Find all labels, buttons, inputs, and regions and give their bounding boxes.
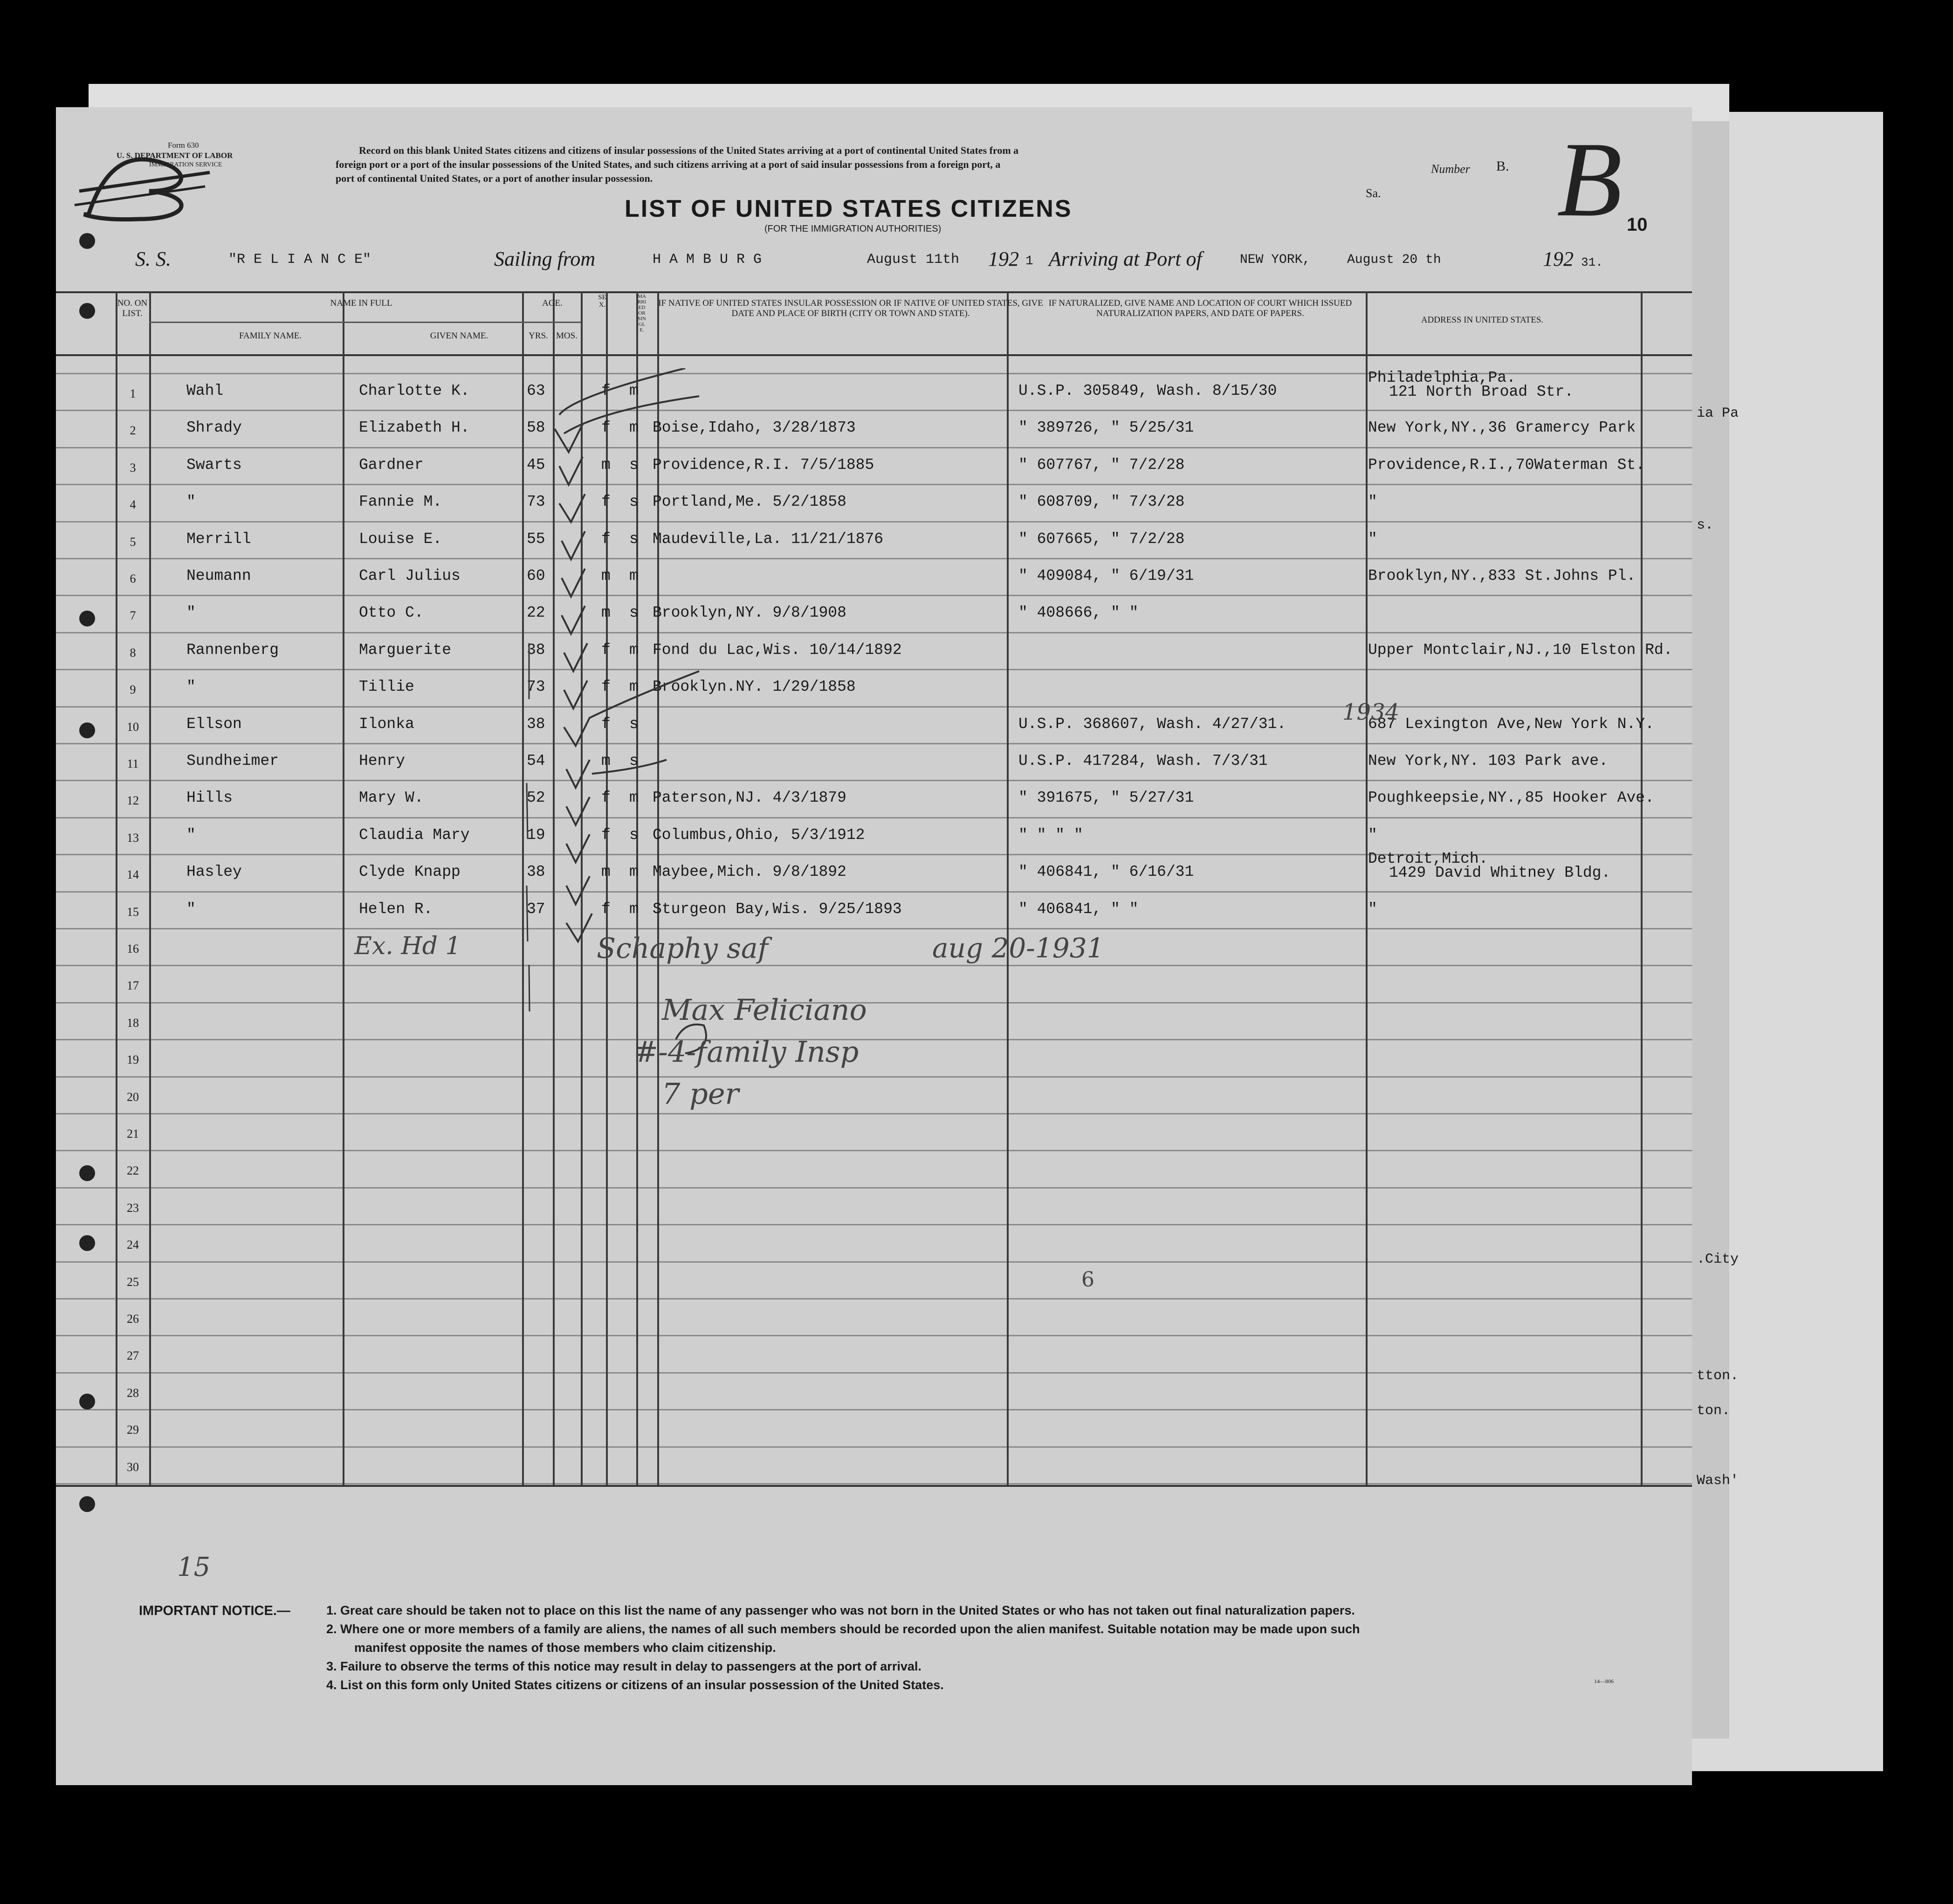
age-years: 45 (527, 456, 545, 474)
arriving-label: Arriving at Port of (1049, 247, 1202, 270)
handwritten-signature: Schaphy saf (597, 932, 768, 965)
address: " (1368, 900, 1377, 918)
naturalization: " 389726, " 5/25/31 (1018, 419, 1194, 437)
sex: f (601, 789, 611, 807)
age-years: 58 (527, 419, 545, 437)
page-title: LIST OF UNITED STATES CITIZENS (625, 195, 1073, 222)
row-number: 20 (127, 1090, 139, 1104)
header-subrule (149, 322, 581, 323)
ss-label: S. S. (135, 247, 171, 270)
arrival-port: NEW YORK, (1240, 253, 1311, 267)
table-rule (56, 354, 1692, 356)
naturalization: " 406841, " " (1018, 900, 1139, 918)
table-rule (56, 1485, 1692, 1487)
naturalization: " 408666, " " (1018, 604, 1139, 622)
sex: f (601, 419, 611, 437)
naturalization: U.S.P. 368607, Wash. 4/27/31. (1018, 715, 1286, 733)
table-rule (56, 1409, 1692, 1410)
handwritten-note-2: 7 per (662, 1077, 739, 1111)
family-name: Sundheimer (186, 752, 279, 770)
row-number: 7 (130, 609, 136, 623)
sex: f (601, 900, 611, 918)
age-years: 38 (527, 715, 545, 733)
row-number: 22 (127, 1164, 139, 1178)
row-number: 6 (130, 572, 136, 585)
punch-hole (79, 303, 95, 319)
marital-status: s (629, 530, 639, 548)
row-number: 27 (127, 1349, 139, 1363)
col-header-yrs: YRS. (529, 331, 548, 341)
col-header-given-name: GIVEN NAME. (430, 331, 488, 341)
family-name: Neumann (186, 567, 251, 584)
col-header-naturalized: IF NATURALIZED, GIVE NAME AND LOCATION OF COURT WHICH ISSUED NATURALIZATION PAPERS, AND DATE OF PAPERS. (1048, 298, 1352, 318)
punch-hole (79, 233, 95, 249)
address-line-2: 121 North Broad Str. (1389, 383, 1574, 400)
col-header-mos: MOS. (556, 331, 578, 341)
punch-hole (79, 611, 95, 626)
table-rule (56, 1335, 1692, 1336)
notice-item: 2. Where one or more members of a family are aliens, the names of all such members should be recorded upon the alien manifest. Suitable notation may be made upon such (326, 1622, 1360, 1636)
birth-place-date: Maudeville,La. 11/21/1876 (653, 530, 884, 548)
punch-hole (79, 1496, 95, 1512)
notice-item: 1. Great care should be taken not to place on this list the name of any passenger who was not born in the United States or who has not taken out final naturalization papers. (326, 1603, 1355, 1617)
table-rule (56, 1261, 1692, 1263)
table-rule (56, 521, 1692, 522)
marital-status: m (629, 641, 639, 659)
table-rule (56, 928, 1692, 929)
punch-hole (79, 722, 95, 738)
table-rule (56, 447, 1692, 448)
table-rule (56, 780, 1692, 781)
family-name: Hills (186, 789, 233, 807)
row-number: 10 (127, 720, 139, 734)
naturalization: " 406841, " 6/16/31 (1018, 863, 1194, 881)
handwritten-note-1: #-4-family Insp (634, 1035, 859, 1069)
address: New York,NY. 103 Park ave. (1368, 752, 1608, 770)
sa-label: Sa. (1366, 186, 1381, 200)
age-years: 22 (527, 604, 545, 622)
row-number: 19 (127, 1053, 139, 1067)
given-name: Elizabeth H. (359, 419, 470, 437)
sex: f (601, 678, 611, 696)
age-years: 63 (527, 382, 545, 399)
form-number: Form 630 (168, 141, 199, 150)
address: New York,NY.,36 Gramercy Park (1368, 419, 1636, 437)
table-rule (56, 1298, 1692, 1299)
table-rule (56, 743, 1692, 744)
address: Detroit,Mich. (1368, 850, 1488, 868)
given-name: Carl Julius (359, 567, 461, 584)
age-years: 38 (527, 641, 545, 659)
given-name: Marguerite (359, 641, 452, 659)
address: Brooklyn,NY.,833 St.Johns Pl. (1368, 567, 1636, 584)
address: Upper Montclair,NJ.,10 Elston Rd. (1368, 641, 1673, 659)
margin-mark (522, 643, 536, 1016)
row-number: 13 (127, 831, 139, 845)
row-number: 28 (127, 1386, 139, 1400)
table-rule (56, 632, 1692, 633)
table-column-rule (1366, 291, 1368, 1485)
table-rule (56, 965, 1692, 966)
birth-place-date: Paterson,NJ. 4/3/1879 (653, 789, 846, 807)
marital-status: m (629, 789, 639, 807)
table-rule (56, 817, 1692, 818)
col-header-no: NO. ON LIST. (117, 298, 148, 318)
given-name: Henry (359, 752, 406, 770)
table-rule (56, 1483, 1692, 1485)
row-number: 4 (130, 498, 136, 512)
row-number: 17 (127, 979, 139, 993)
marital-status: s (629, 752, 639, 770)
family-name: Ellson (186, 715, 242, 733)
page-subtitle: (FOR THE IMMIGRATION AUTHORITIES) (764, 224, 942, 234)
punch-hole (79, 1235, 95, 1251)
marital-status: s (629, 493, 639, 511)
age-years: 73 (527, 493, 545, 511)
family-name: Merrill (186, 530, 251, 548)
given-name: Mary W. (359, 789, 424, 807)
row-number: 2 (130, 424, 136, 438)
row-number: 16 (127, 942, 139, 955)
table-rule (56, 706, 1692, 708)
sex: m (601, 863, 611, 881)
col-header-address: ADDRESS IN UNITED STATES. (1421, 315, 1544, 325)
col-header-family-name: FAMILY NAME. (239, 331, 302, 341)
notice-item: 4. List on this form only United States citizens or citizens of an insular possession of the United States. (326, 1678, 944, 1692)
naturalization: " 409084, " 6/19/31 (1018, 567, 1194, 584)
side-fragment-text: ton. (1697, 1403, 1731, 1419)
address: " (1368, 826, 1377, 844)
row-number: 15 (127, 905, 139, 919)
age-years: 60 (527, 567, 545, 584)
handwritten-ex: Ex. Hd 1 (354, 932, 461, 960)
address: Providence,R.I.,70Waterman St. (1368, 456, 1645, 474)
address: " (1368, 493, 1377, 511)
given-name: Claudia Mary (359, 826, 470, 844)
birth-place-date: Columbus,Ohio, 5/3/1912 (653, 826, 865, 844)
birth-place-date: Brooklyn.NY. 1/29/1858 (653, 678, 856, 696)
naturalization: " 391675, " 5/27/31 (1018, 789, 1194, 807)
marital-status: s (629, 715, 639, 733)
col-header-birth: IF NATIVE OF UNITED STATES INSULAR POSSESSION OR IF NATIVE OF UNITED STATES, GIVE DATE AND PLACE OF BIRTH (CITY OR TOWN AND STATE). (658, 298, 1043, 318)
marital-status: m (629, 863, 639, 881)
table-rule (56, 891, 1692, 893)
notice-item: 3. Failure to observe the terms of this notice may result in delay to passengers at the port of arrival. (326, 1659, 921, 1673)
table-column-rule (343, 291, 344, 1485)
table-rule (56, 1076, 1692, 1078)
sex: f (601, 382, 611, 399)
col-header-age: AGE. (542, 298, 563, 308)
row-number: 24 (127, 1238, 139, 1252)
family-name: " (186, 604, 196, 622)
given-name: Otto C. (359, 604, 424, 622)
given-name: Fannie M. (359, 493, 442, 511)
row-number: 9 (130, 683, 136, 697)
address: Philadelphia,Pa. (1368, 369, 1516, 386)
family-name: Hasley (186, 863, 242, 881)
row-number: 18 (127, 1016, 139, 1030)
marital-status: s (629, 456, 639, 474)
row-number: 26 (127, 1312, 139, 1326)
service: IMMIGRATION SERVICE (149, 161, 222, 168)
family-name: " (186, 493, 196, 511)
birth-place-date: Maybee,Mich. 9/8/1892 (653, 863, 846, 881)
marital-status: m (629, 678, 639, 696)
naturalization: " " " " (1018, 826, 1083, 844)
row-number: 23 (127, 1201, 139, 1215)
row-number: 12 (127, 794, 139, 808)
family-name: Wahl (186, 382, 224, 399)
table-rule (56, 1039, 1692, 1040)
naturalization: " 607665, " 7/2/28 (1018, 530, 1185, 548)
birth-place-date: Boise,Idaho, 3/28/1873 (653, 419, 856, 437)
arrival-year: 31. (1581, 255, 1603, 269)
age-years: 54 (527, 752, 545, 770)
row-number: 14 (127, 868, 139, 882)
side-fragment-text: ia Pa (1697, 406, 1739, 421)
depart-year-prefix: 192 (988, 247, 1019, 270)
sex: f (601, 826, 611, 844)
handwritten-ten: 1934 (1342, 699, 1400, 725)
row-number: 11 (127, 757, 139, 770)
family-name: Rannenberg (186, 641, 279, 659)
given-name: Louise E. (359, 530, 442, 548)
sex: m (601, 604, 611, 622)
ship-name: "R E L I A N C E" (228, 252, 371, 268)
table-rule (56, 291, 1692, 293)
instruction-line: foreign port or a port of the insular possessions of the United States, and such citizens arriving at a port of said insular possessions from a foreign port, a (336, 158, 1001, 170)
letter-b-stamp-left (70, 144, 219, 224)
naturalization: U.S.P. 417284, Wash. 7/3/31 (1018, 752, 1268, 770)
table-rule (56, 410, 1692, 411)
side-fragment-text: s. (1697, 517, 1714, 533)
from-port: H A M B U R G (653, 252, 762, 268)
table-rule (56, 1150, 1692, 1151)
sex: f (601, 530, 611, 548)
number-value: B. (1496, 158, 1509, 174)
notice-item: manifest opposite the names of those members who claim citizenship. (354, 1641, 776, 1655)
arrival-date: August 20 th (1347, 253, 1441, 267)
sex: m (601, 752, 611, 770)
sex: f (601, 641, 611, 659)
table-rule (56, 1187, 1692, 1189)
handwritten-six: 6 (1081, 1268, 1094, 1292)
age-years: 37 (527, 900, 545, 918)
punch-hole (79, 1394, 95, 1409)
table-column-rule (1007, 291, 1009, 1485)
family-name: " (186, 826, 196, 844)
row-number: 30 (127, 1460, 139, 1474)
table-rule (56, 595, 1692, 596)
side-fragment-text: .City (1697, 1251, 1739, 1267)
col-header-sex: SEX. (598, 294, 606, 309)
table-rule (56, 1372, 1692, 1374)
naturalization: " 607767, " 7/2/28 (1018, 456, 1185, 474)
marital-status: s (629, 604, 639, 622)
depart-year: 1 (1025, 254, 1033, 268)
address-line-2: 1429 David Whitney Bldg. (1389, 864, 1611, 882)
birth-place-date: Providence,R.I. 7/5/1885 (653, 456, 874, 474)
table-rule (56, 1002, 1692, 1004)
marital-status: m (629, 900, 639, 918)
age-years: 55 (527, 530, 545, 548)
page-number: 10 (1627, 214, 1648, 235)
row-number: 8 (130, 646, 136, 660)
given-name: Gardner (359, 456, 424, 474)
depart-date: August 11th (867, 252, 960, 268)
age-years: 52 (527, 789, 545, 807)
sailing-label: Sailing from (494, 247, 596, 270)
handwritten-count: 15 (177, 1552, 211, 1582)
sex: f (601, 715, 611, 733)
marital-status: m (629, 382, 639, 399)
side-fragment-text: Wash' (1697, 1473, 1739, 1489)
checkmark-flourish (545, 368, 741, 1095)
marital-status: m (629, 567, 639, 584)
notice-form-code: 14—806 (1594, 1678, 1614, 1684)
family-name: " (186, 900, 196, 918)
notice-heading: IMPORTANT NOTICE.— (139, 1603, 290, 1618)
manifest-page (56, 107, 1692, 1785)
naturalization: U.S.P. 305849, Wash. 8/15/30 (1018, 382, 1277, 399)
row-number: 29 (127, 1423, 139, 1437)
col-header-name-in-full: NAME IN FULL (330, 298, 392, 308)
row-number: 25 (127, 1275, 139, 1289)
address: 687 Lexington Ave,New York N.Y. (1368, 715, 1654, 733)
marital-status: m (629, 419, 639, 437)
age-years: 19 (527, 826, 545, 844)
table-rule (56, 1446, 1692, 1448)
big-letter-b: B (1557, 120, 1623, 239)
sex: f (601, 493, 611, 511)
table-rule (56, 558, 1692, 559)
instruction-line: port of continental United States, or a port of another insular possession. (336, 172, 653, 184)
row-number: 3 (130, 461, 136, 474)
handwritten-inspector: Max Feliciano (662, 993, 867, 1027)
table-rule (56, 669, 1692, 670)
sex: m (601, 456, 611, 474)
instruction-line: Record on this blank United States citizens and citizens of insular possessions of the United States arriving at a port of continental United States from a (359, 144, 1019, 156)
given-name: Charlotte K. (359, 382, 470, 399)
given-name: Clyde Knapp (359, 863, 461, 881)
handwritten-date: aug 20-1931 (932, 932, 1104, 964)
side-fragment-text: tton. (1697, 1368, 1739, 1384)
birth-place-date: Fond du Lac,Wis. 10/14/1892 (653, 641, 902, 659)
department: U. S. DEPARTMENT OF LABOR (117, 151, 233, 160)
birth-place-date: Brooklyn,NY. 9/8/1908 (653, 604, 846, 622)
table-rule (56, 1224, 1692, 1225)
birth-place-date: Portland,Me. 5/2/1858 (653, 493, 846, 511)
given-name: Tillie (359, 678, 414, 696)
family-name: Shrady (186, 419, 242, 437)
table-rule (56, 484, 1692, 485)
arrival-year-prefix: 192 (1543, 247, 1574, 270)
given-name: Helen R. (359, 900, 433, 918)
row-number: 1 (130, 387, 136, 400)
table-rule (56, 1113, 1692, 1114)
age-years: 38 (527, 863, 545, 881)
col-header-married: MARRIED OR SINGLE. (637, 294, 646, 333)
given-name: Ilonka (359, 715, 414, 733)
row-number: 21 (127, 1127, 139, 1141)
row-number: 5 (130, 535, 136, 549)
age-years: 73 (527, 678, 545, 696)
family-name: " (186, 678, 196, 696)
punch-hole (79, 1165, 95, 1181)
number-label: Number (1431, 162, 1470, 176)
address: Poughkeepsie,NY.,85 Hooker Ave. (1368, 789, 1654, 807)
marital-status: s (629, 826, 639, 844)
address: " (1368, 530, 1377, 548)
birth-place-date: Sturgeon Bay,Wis. 9/25/1893 (653, 900, 902, 918)
sex: m (601, 567, 611, 584)
naturalization: " 608709, " 7/3/28 (1018, 493, 1185, 511)
family-name: Swarts (186, 456, 242, 474)
